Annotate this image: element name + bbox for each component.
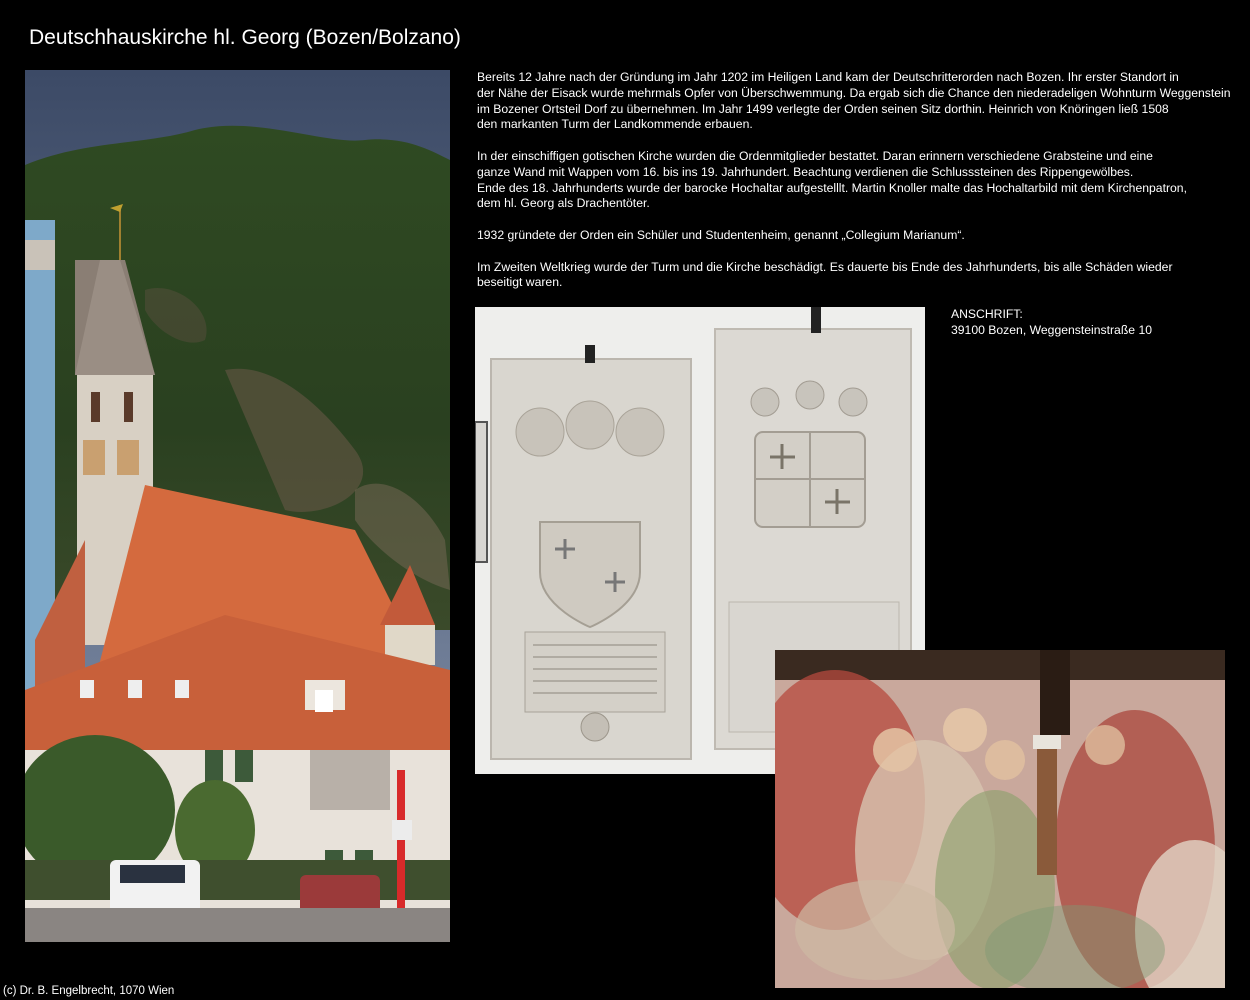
church-photo-image <box>25 70 450 942</box>
text-line: Bereits 12 Jahre nach der Gründung im Jahr 1202 im Heiligen Land kam der Deutschritterorden nach Bozen. Ihr erster Standort in <box>477 70 1179 84</box>
address-value: 39100 Bozen, Weggensteinstraße 10 <box>951 323 1153 337</box>
text-line: ganze Wand mit Wappen vom 16. bis ins 19. Jahrhundert. Beachtung verdienen die Schlusssteinen des Rippengewölbes. <box>477 164 1134 179</box>
address-block <box>951 306 1152 338</box>
text-line: der Nähe der Eisack wurde mehrmals Opfer von Überschwemmung. Da ergab sich die Chance den niederadeligen Wohnturm Weggenstein <box>477 85 1231 100</box>
text-line: dem hl. Georg als Drachentöter. <box>477 196 650 211</box>
text-line: 1932 gründete der Orden ein Schüler und Studentenheim, genannt „Collegium Marianum“. <box>477 227 965 242</box>
text-line: beseitigt waren. <box>477 275 563 290</box>
text-line: im Bozener Ortsteil Dorf zu übernehmen. Im Jahr 1499 verlegte der Orden seinen Sitz dorthin. Heinrich von Knöringen ließ 1508 <box>477 101 1169 116</box>
text-line: den markanten Turm der Landkommende erbauen. <box>477 117 753 132</box>
paragraph-war <box>477 260 1227 292</box>
page-title: Deutschhauskirche hl. Georg (Bozen/Bolzano) <box>29 26 461 49</box>
text-line: In der einschiffigen gotischen Kirche wurden die Ordenmitglieder bestattet. Daran erinnern verschiedene Grabsteine und eine <box>477 148 1153 163</box>
paragraph-1932 <box>477 228 1227 244</box>
address-label: ANSCHRIFT: <box>951 307 1023 321</box>
text-line: Ende des 18. Jahrhunderts wurde der barocke Hochaltar aufgestelllt. Martin Knoller malte das Hochaltarbild mit dem Kirchenpatron, <box>477 180 1187 195</box>
text-line: Im Zweiten Weltkrieg wurde der Turm und die Kirche beschädigt. Es dauerte bis Ende des Jahrhunderts, bis alle Schäden wieder <box>477 259 1173 274</box>
copyright-footer: (c) Dr. B. Engelbrecht, 1070 Wien <box>3 985 175 997</box>
description-text <box>477 70 1231 307</box>
paragraph-history <box>477 70 1231 133</box>
paragraph-church <box>477 149 1227 212</box>
fresco-photo[interactable] <box>775 650 1225 988</box>
church-photo[interactable] <box>25 70 450 942</box>
fresco-photo-image <box>775 650 1225 988</box>
